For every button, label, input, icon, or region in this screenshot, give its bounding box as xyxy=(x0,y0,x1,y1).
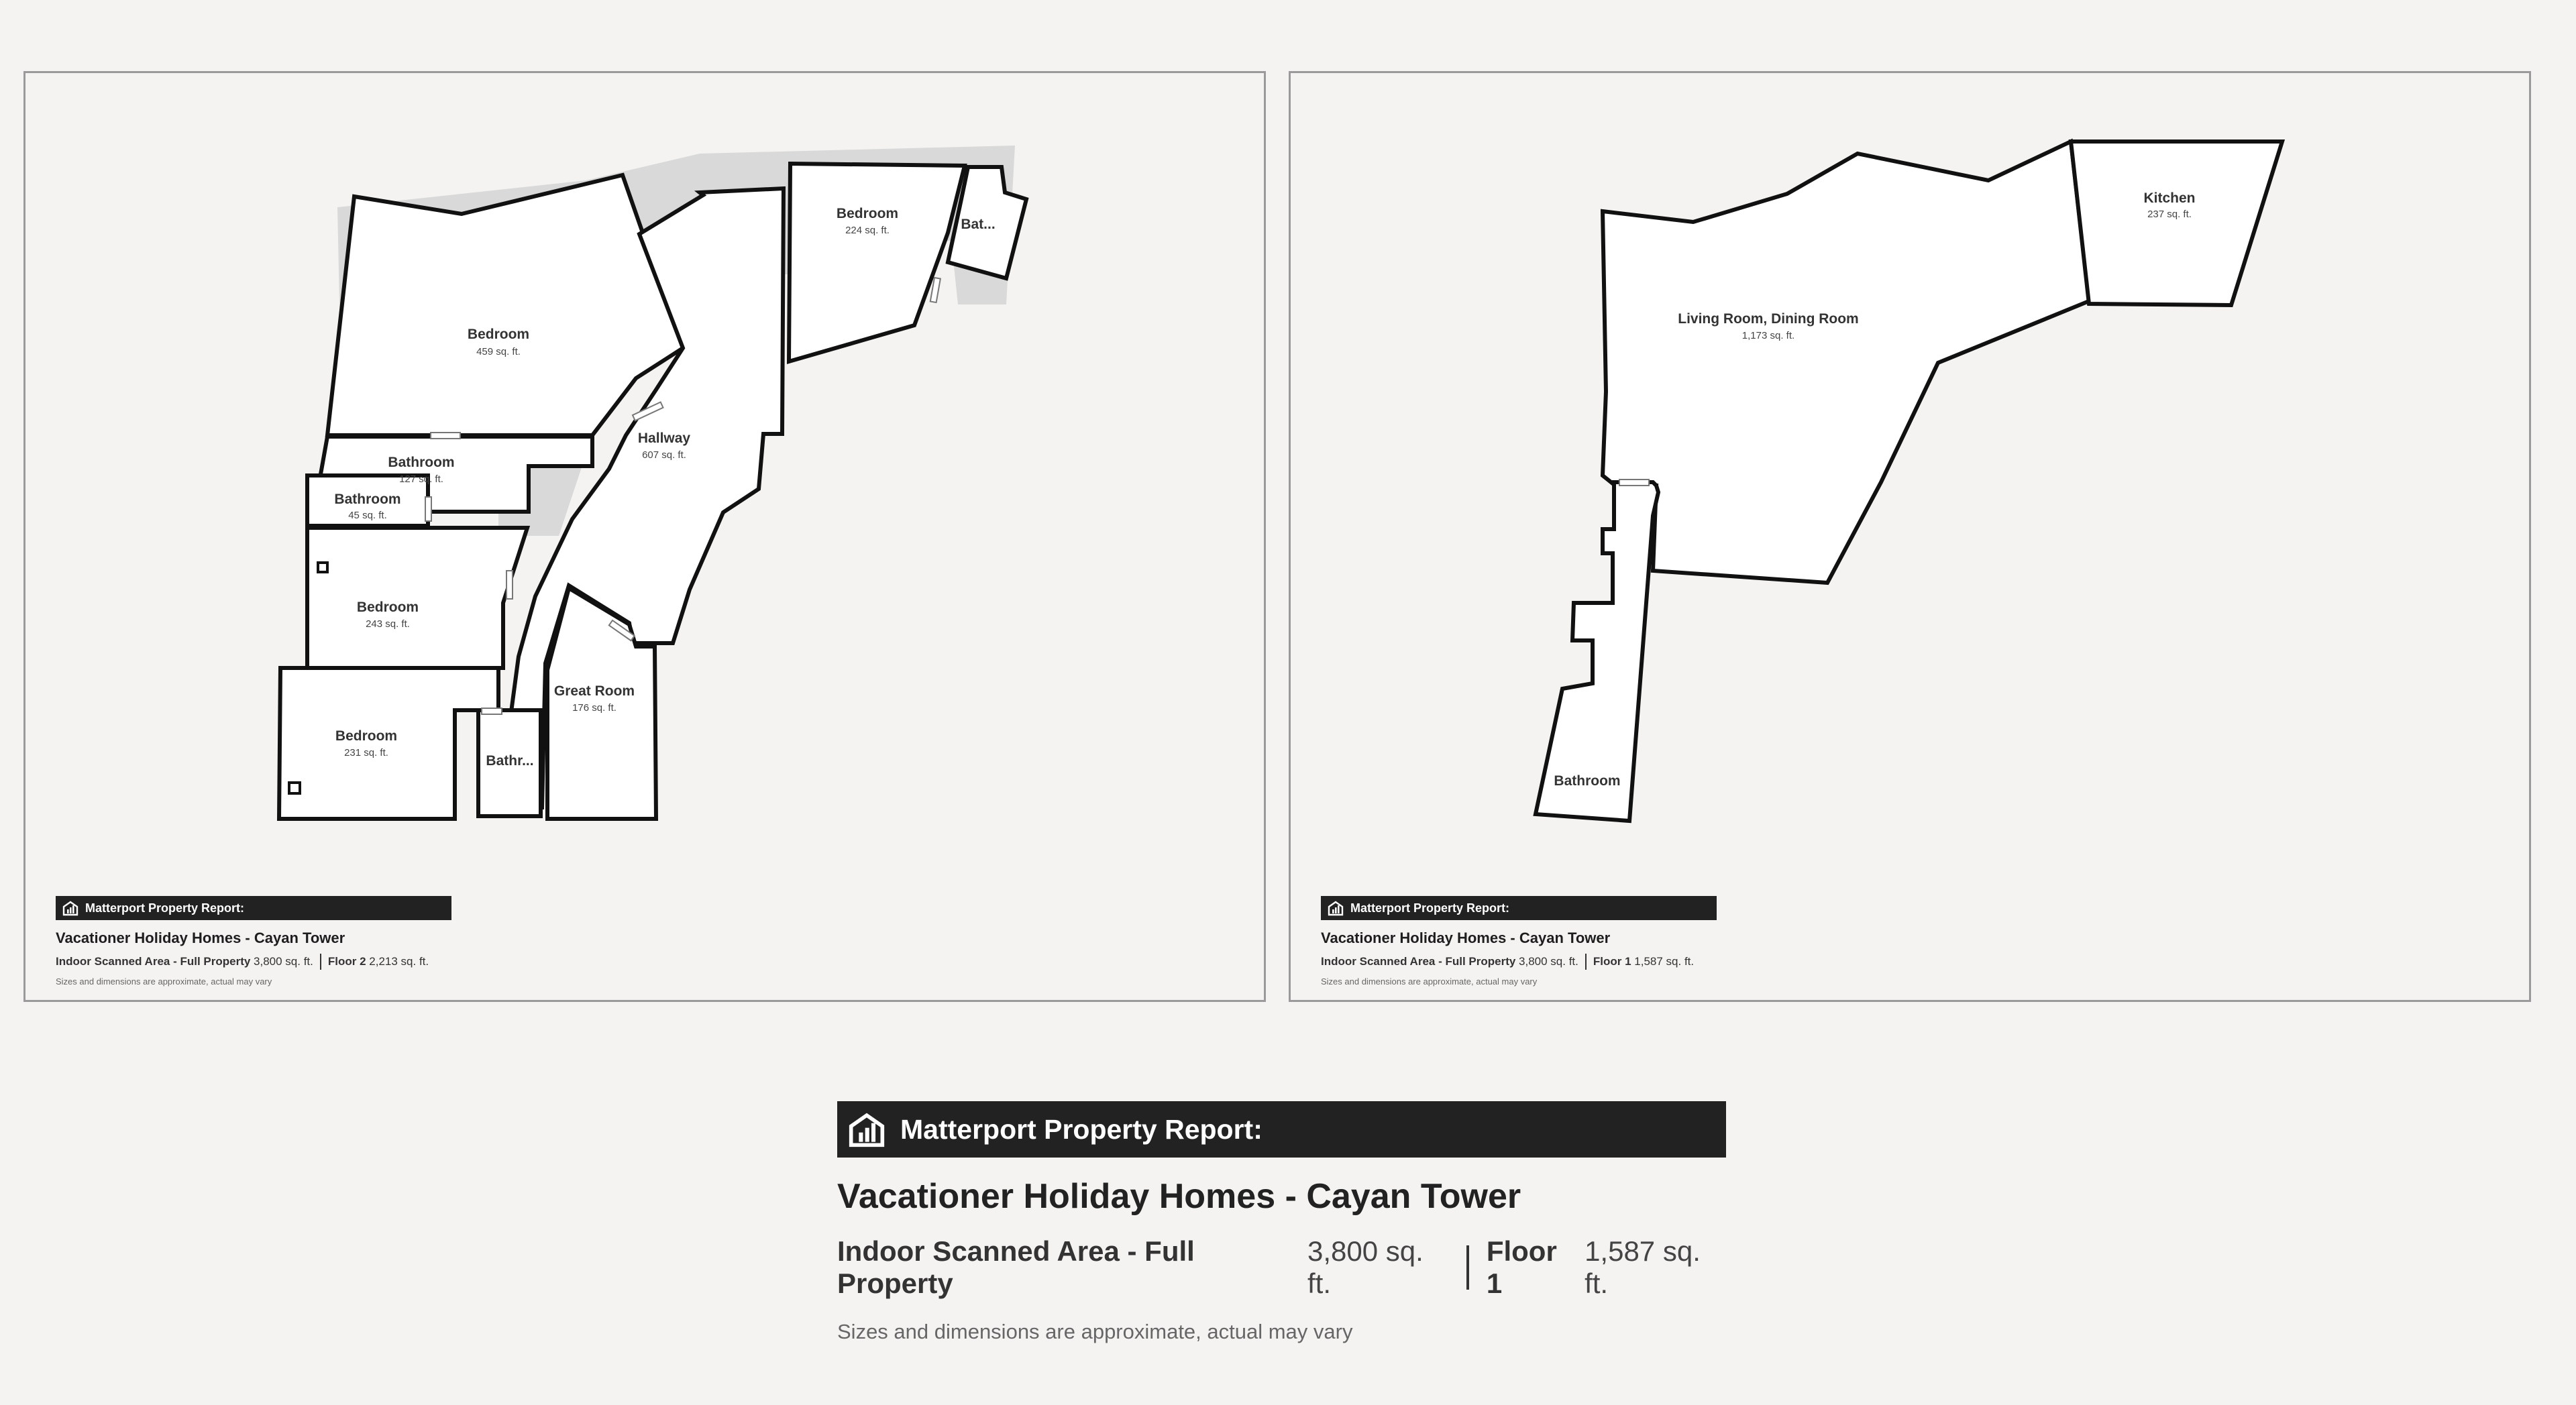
room-label: Bathr... xyxy=(486,753,534,769)
fixture xyxy=(289,783,300,793)
report-icon xyxy=(1328,900,1344,916)
room-label: Bathroom xyxy=(388,455,455,470)
scanned-area-label: Indoor Scanned Area - Full Property xyxy=(1321,955,1516,968)
floor-area-value: 1,587 sq. ft. xyxy=(1634,955,1695,968)
room-label: Kitchen xyxy=(2143,190,2196,206)
room-label: Bat... xyxy=(961,217,996,232)
room-area: 127 sq. ft. xyxy=(399,473,443,485)
room-area: 459 sq. ft. xyxy=(476,346,521,357)
floor-1-legend xyxy=(1321,896,1717,987)
summary-property-name: Vacationer Holiday Homes - Cayan Tower xyxy=(837,1177,1521,1216)
door xyxy=(1619,480,1649,486)
room-label: Bedroom xyxy=(467,327,530,342)
door xyxy=(506,571,513,599)
room-bedroom-224 xyxy=(789,164,965,361)
summary-header-text: Matterport Property Report: xyxy=(900,1113,1263,1145)
legend-header-text: Matterport Property Report: xyxy=(85,901,245,915)
scanned-area-label: Indoor Scanned Area - Full Property xyxy=(56,955,251,968)
separator xyxy=(1466,1245,1469,1290)
room-kitchen xyxy=(2071,142,2282,305)
summary-disclaimer: Sizes and dimensions are approximate, actual may vary xyxy=(837,1320,1353,1343)
legend-header xyxy=(56,896,451,920)
summary-legend xyxy=(837,1101,1726,1344)
room-bathroom xyxy=(1536,482,1658,821)
legend-disclaimer: Sizes and dimensions are approximate, actual may vary xyxy=(1321,976,1538,987)
room-bedroom-459 xyxy=(327,175,683,435)
room-label: Bedroom xyxy=(335,728,398,744)
floor-2-plan-panel xyxy=(23,71,1266,1002)
scanned-area-value: 3,800 sq. ft. xyxy=(1519,955,1578,968)
door xyxy=(482,708,502,714)
room-label: Bedroom xyxy=(836,206,899,221)
room-label: Hallway xyxy=(637,431,691,446)
door xyxy=(431,433,460,439)
floor-label: Floor 1 xyxy=(1486,1235,1557,1299)
legend-header xyxy=(1321,896,1717,920)
floor-1-plan xyxy=(1291,73,2531,1002)
scanned-area-value: 3,800 sq. ft. xyxy=(254,955,313,968)
floor-label: Floor 1 xyxy=(1593,955,1631,968)
room-area: 237 sq. ft. xyxy=(2147,209,2192,220)
floor-1-plan-panel xyxy=(1289,71,2531,1002)
room-area: 224 sq. ft. xyxy=(845,225,890,236)
summary-area-line xyxy=(837,1235,1726,1300)
legend-area-line xyxy=(56,954,451,970)
room-label: Bathroom xyxy=(334,492,401,507)
legend-header-text: Matterport Property Report: xyxy=(1350,901,1510,915)
legend-property-name: Vacationer Holiday Homes - Cayan Tower xyxy=(1321,930,1611,946)
legend-property-name: Vacationer Holiday Homes - Cayan Tower xyxy=(56,930,345,946)
room-area: 243 sq. ft. xyxy=(366,618,410,630)
floor-label: Floor 2 xyxy=(327,955,366,968)
room-label: Bathroom xyxy=(1554,773,1621,789)
room-label: Living Room, Dining Room xyxy=(1678,311,1859,327)
fixture xyxy=(318,563,327,572)
report-icon xyxy=(848,1111,885,1148)
door xyxy=(425,497,431,521)
room-label: Great Room xyxy=(553,683,635,699)
legend-disclaimer: Sizes and dimensions are approximate, actual may vary xyxy=(56,976,272,987)
floor-area-value: 1,587 sq. ft. xyxy=(1585,1235,1701,1299)
separator xyxy=(320,954,321,970)
room-area: 176 sq. ft. xyxy=(572,702,616,714)
room-area: 231 sq. ft. xyxy=(344,747,388,758)
separator xyxy=(1585,954,1587,970)
legend-area-line xyxy=(1321,954,1717,970)
summary-header xyxy=(837,1101,1726,1158)
scanned-area-label: Indoor Scanned Area - Full Property xyxy=(837,1235,1195,1299)
room-bedroom-243 xyxy=(307,528,527,668)
floor-2-plan xyxy=(25,73,1266,1002)
report-icon xyxy=(62,900,78,916)
floor-2-legend xyxy=(56,896,451,987)
room-area: 45 sq. ft. xyxy=(348,510,387,521)
room-area: 607 sq. ft. xyxy=(642,449,686,461)
room-living-dining xyxy=(1603,142,2089,583)
room-label: Bedroom xyxy=(356,600,419,615)
scanned-area-value: 3,800 sq. ft. xyxy=(1307,1235,1424,1299)
floor-area-value: 2,213 sq. ft. xyxy=(369,955,429,968)
room-area: 1,173 sq. ft. xyxy=(1741,330,1795,341)
